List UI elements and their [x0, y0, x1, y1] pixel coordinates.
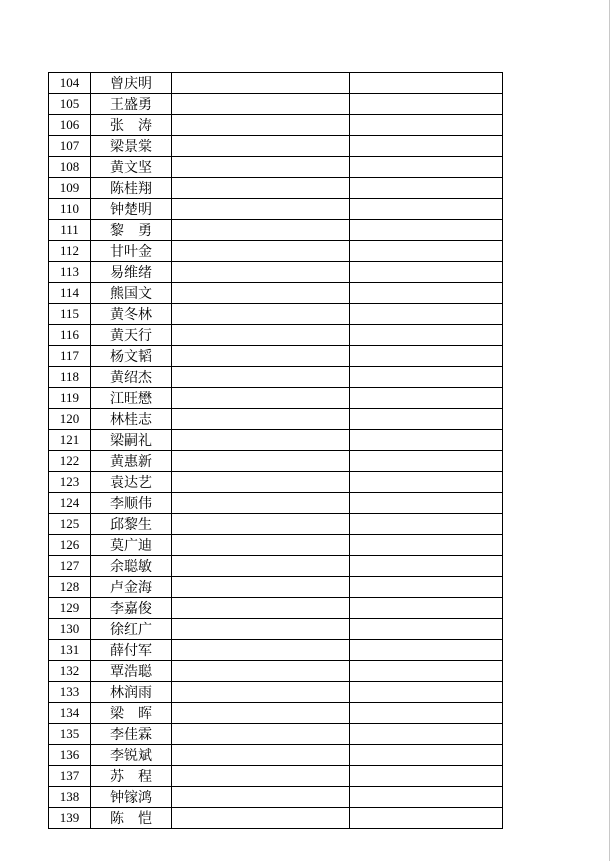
name-cell: 甘叶金 — [91, 241, 172, 262]
blank-cell-1 — [172, 556, 350, 577]
name-cell: 莫广迪 — [91, 535, 172, 556]
table-row — [49, 73, 503, 94]
blank-cell-1 — [172, 493, 350, 514]
blank-cell-2 — [350, 199, 503, 220]
row-number-cell: 135 — [49, 724, 91, 745]
blank-cell-2 — [350, 514, 503, 535]
name-cell: 曾庆明 — [91, 73, 172, 94]
table-row — [49, 766, 503, 787]
blank-cell-1 — [172, 724, 350, 745]
name-cell: 林桂志 — [91, 409, 172, 430]
blank-cell-2 — [350, 724, 503, 745]
table-row — [49, 745, 503, 766]
name-cell: 黄冬林 — [91, 304, 172, 325]
table-row — [49, 178, 503, 199]
table-row — [49, 220, 503, 241]
row-number-cell: 123 — [49, 472, 91, 493]
blank-cell-2 — [350, 661, 503, 682]
table-row — [49, 346, 503, 367]
table-row — [49, 157, 503, 178]
blank-cell-1 — [172, 577, 350, 598]
row-number-cell: 112 — [49, 241, 91, 262]
row-number-cell: 114 — [49, 283, 91, 304]
table-row — [49, 661, 503, 682]
table-row — [49, 682, 503, 703]
row-number-cell: 131 — [49, 640, 91, 661]
blank-cell-1 — [172, 745, 350, 766]
blank-cell-1 — [172, 766, 350, 787]
blank-cell-2 — [350, 367, 503, 388]
name-cell: 钟楚明 — [91, 199, 172, 220]
blank-cell-1 — [172, 808, 350, 829]
blank-cell-1 — [172, 157, 350, 178]
table-row — [49, 724, 503, 745]
name-cell: 黄文坚 — [91, 157, 172, 178]
name-cell: 钟镓鸿 — [91, 787, 172, 808]
table-row — [49, 283, 503, 304]
row-number-cell: 116 — [49, 325, 91, 346]
table-row — [49, 493, 503, 514]
blank-cell-1 — [172, 661, 350, 682]
row-number-cell: 133 — [49, 682, 91, 703]
name-cell: 黎 勇 — [91, 220, 172, 241]
blank-cell-2 — [350, 598, 503, 619]
name-cell: 覃浩聪 — [91, 661, 172, 682]
table-row — [49, 241, 503, 262]
blank-cell-2 — [350, 493, 503, 514]
name-cell: 卢金海 — [91, 577, 172, 598]
table-row — [49, 451, 503, 472]
table-row — [49, 556, 503, 577]
name-cell: 陈 恺 — [91, 808, 172, 829]
blank-cell-1 — [172, 703, 350, 724]
blank-cell-1 — [172, 535, 350, 556]
blank-cell-1 — [172, 220, 350, 241]
blank-cell-1 — [172, 262, 350, 283]
table-row — [49, 136, 503, 157]
table-row — [49, 115, 503, 136]
name-cell: 陈桂翔 — [91, 178, 172, 199]
name-cell: 薛付军 — [91, 640, 172, 661]
table-row — [49, 325, 503, 346]
table-row — [49, 367, 503, 388]
blank-cell-1 — [172, 640, 350, 661]
row-number-cell: 107 — [49, 136, 91, 157]
name-cell: 梁 晖 — [91, 703, 172, 724]
blank-cell-2 — [350, 787, 503, 808]
row-number-cell: 109 — [49, 178, 91, 199]
name-cell: 张 涛 — [91, 115, 172, 136]
blank-cell-2 — [350, 535, 503, 556]
blank-cell-2 — [350, 94, 503, 115]
blank-cell-1 — [172, 346, 350, 367]
blank-cell-2 — [350, 220, 503, 241]
table-row — [49, 640, 503, 661]
blank-cell-1 — [172, 94, 350, 115]
blank-cell-2 — [350, 409, 503, 430]
name-cell: 袁达艺 — [91, 472, 172, 493]
row-number-cell: 117 — [49, 346, 91, 367]
blank-cell-1 — [172, 241, 350, 262]
blank-cell-2 — [350, 388, 503, 409]
table-row — [49, 262, 503, 283]
name-cell: 熊国文 — [91, 283, 172, 304]
name-cell: 黄惠新 — [91, 451, 172, 472]
row-number-cell: 132 — [49, 661, 91, 682]
blank-cell-2 — [350, 640, 503, 661]
name-cell: 杨文韬 — [91, 346, 172, 367]
blank-cell-1 — [172, 430, 350, 451]
blank-cell-1 — [172, 283, 350, 304]
blank-cell-2 — [350, 346, 503, 367]
blank-cell-2 — [350, 451, 503, 472]
name-cell: 苏 程 — [91, 766, 172, 787]
blank-cell-2 — [350, 556, 503, 577]
blank-cell-1 — [172, 178, 350, 199]
row-number-cell: 128 — [49, 577, 91, 598]
name-cell: 李锐斌 — [91, 745, 172, 766]
blank-cell-2 — [350, 682, 503, 703]
name-cell: 林润雨 — [91, 682, 172, 703]
blank-cell-1 — [172, 73, 350, 94]
blank-cell-2 — [350, 178, 503, 199]
row-number-cell: 118 — [49, 367, 91, 388]
blank-cell-1 — [172, 388, 350, 409]
row-number-cell: 139 — [49, 808, 91, 829]
table-row — [49, 388, 503, 409]
blank-cell-2 — [350, 472, 503, 493]
roster-table — [48, 72, 503, 829]
name-cell: 梁景棠 — [91, 136, 172, 157]
blank-cell-1 — [172, 598, 350, 619]
row-number-cell: 115 — [49, 304, 91, 325]
blank-cell-1 — [172, 787, 350, 808]
blank-cell-2 — [350, 745, 503, 766]
table-row — [49, 199, 503, 220]
row-number-cell: 106 — [49, 115, 91, 136]
row-number-cell: 138 — [49, 787, 91, 808]
blank-cell-2 — [350, 304, 503, 325]
name-cell: 余聪敏 — [91, 556, 172, 577]
blank-cell-2 — [350, 577, 503, 598]
blank-cell-1 — [172, 619, 350, 640]
blank-cell-1 — [172, 115, 350, 136]
blank-cell-1 — [172, 325, 350, 346]
table-body — [49, 73, 503, 829]
row-number-cell: 119 — [49, 388, 91, 409]
blank-cell-2 — [350, 766, 503, 787]
row-number-cell: 136 — [49, 745, 91, 766]
blank-cell-2 — [350, 136, 503, 157]
row-number-cell: 111 — [49, 220, 91, 241]
name-cell: 黄天行 — [91, 325, 172, 346]
table-row — [49, 787, 503, 808]
row-number-cell: 127 — [49, 556, 91, 577]
blank-cell-1 — [172, 451, 350, 472]
blank-cell-1 — [172, 682, 350, 703]
table-row — [49, 577, 503, 598]
row-number-cell: 121 — [49, 430, 91, 451]
table-row — [49, 535, 503, 556]
row-number-cell: 110 — [49, 199, 91, 220]
table-row — [49, 703, 503, 724]
table-row — [49, 430, 503, 451]
blank-cell-1 — [172, 472, 350, 493]
blank-cell-2 — [350, 325, 503, 346]
row-number-cell: 129 — [49, 598, 91, 619]
table-row — [49, 304, 503, 325]
blank-cell-1 — [172, 304, 350, 325]
blank-cell-2 — [350, 808, 503, 829]
table-row — [49, 94, 503, 115]
blank-cell-1 — [172, 514, 350, 535]
row-number-cell: 126 — [49, 535, 91, 556]
table-row — [49, 514, 503, 535]
name-cell: 黄绍杰 — [91, 367, 172, 388]
blank-cell-2 — [350, 262, 503, 283]
blank-cell-1 — [172, 199, 350, 220]
row-number-cell: 134 — [49, 703, 91, 724]
row-number-cell: 130 — [49, 619, 91, 640]
blank-cell-2 — [350, 619, 503, 640]
name-cell: 李顺伟 — [91, 493, 172, 514]
table-row — [49, 619, 503, 640]
name-cell: 梁嗣礼 — [91, 430, 172, 451]
row-number-cell: 113 — [49, 262, 91, 283]
blank-cell-1 — [172, 367, 350, 388]
row-number-cell: 104 — [49, 73, 91, 94]
row-number-cell: 124 — [49, 493, 91, 514]
blank-cell-2 — [350, 73, 503, 94]
blank-cell-1 — [172, 136, 350, 157]
row-number-cell: 108 — [49, 157, 91, 178]
table-row — [49, 472, 503, 493]
row-number-cell: 120 — [49, 409, 91, 430]
blank-cell-2 — [350, 241, 503, 262]
name-cell: 邱黎生 — [91, 514, 172, 535]
blank-cell-2 — [350, 115, 503, 136]
table-row — [49, 808, 503, 829]
blank-cell-2 — [350, 157, 503, 178]
blank-cell-2 — [350, 703, 503, 724]
blank-cell-2 — [350, 283, 503, 304]
table-row — [49, 409, 503, 430]
row-number-cell: 105 — [49, 94, 91, 115]
name-cell: 江旺懋 — [91, 388, 172, 409]
table-row — [49, 598, 503, 619]
blank-cell-1 — [172, 409, 350, 430]
name-cell: 徐红广 — [91, 619, 172, 640]
name-cell: 李佳霖 — [91, 724, 172, 745]
row-number-cell: 137 — [49, 766, 91, 787]
row-number-cell: 125 — [49, 514, 91, 535]
name-cell: 易维绪 — [91, 262, 172, 283]
row-number-cell: 122 — [49, 451, 91, 472]
name-cell: 李嘉俊 — [91, 598, 172, 619]
name-cell: 王盛勇 — [91, 94, 172, 115]
blank-cell-2 — [350, 430, 503, 451]
